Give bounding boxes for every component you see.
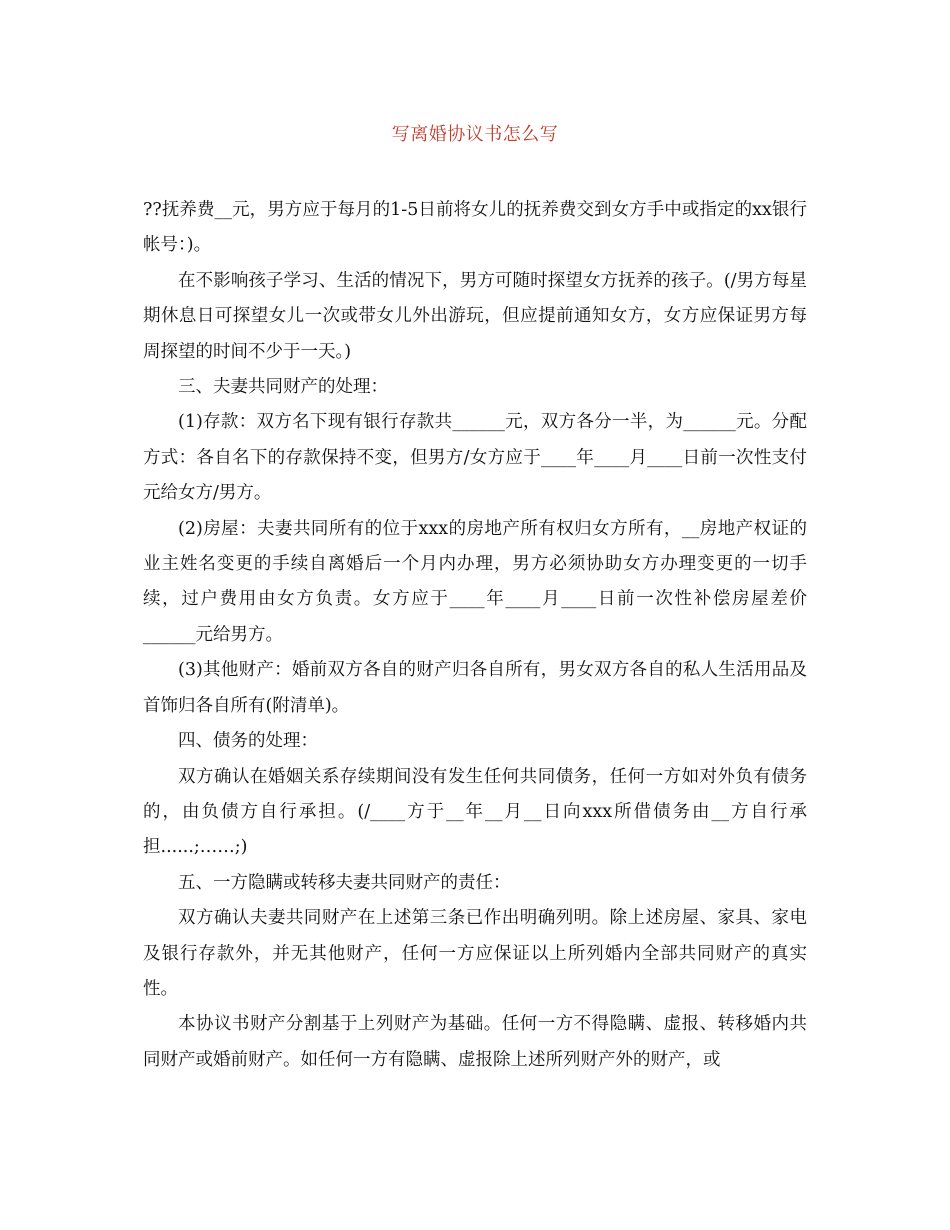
paragraph: 本协议书财产分割基于上列财产为基础。任何一方不得隐瞒、虚报、转移婚内共同财产或婚前财产。如任何一方有隐瞒、虚报除上述所列财产外的财产，或 [143,1014,807,1070]
section-heading: 三、夫妻共同财产的处理： [178,377,388,398]
document-body [143,193,807,1078]
paragraph: (3)其他财产：婚前双方各自的财产归各自所有，男女双方各自的私人生活用品及首饰归各自所有(附清单)。 [143,660,807,716]
paragraph: 双方确认夫妻共同财产在上述第三条已作出明确列明。除上述房屋、家具、家电及银行存款外，并无其他财产，任何一方应保证以上所列婚内全部共同财产的真实性。 [143,908,807,999]
document-title: 写离婚协议书怎么写 [391,124,559,145]
paragraph: (2)房屋：夫妻共同所有的位于xxx的房地产所有权归女方所有，__房地产权证的业主姓名变更的手续自离婚后一个月内办理，男方必须协助女方办理变更的一切手续，过户费用由女方负责。女方应于____年____月____日前一次性补偿房屋差价______元给男方。 [143,518,807,645]
section-heading: 五、一方隐瞒或转移夫妻共同财产的责任： [178,872,511,893]
paragraph: (1)存款：双方名下现有银行存款共______元，双方各分一半，为______元。分配方式：各自名下的存款保持不变，但男方/女方应于____年____月____日前一次性支付 元给女方/男方。 [143,412,807,504]
paragraph: ??抚养费__元，男方应于每月的1-5日前将女儿的抚养费交到女方手中或指定的xx银行帐号：)。 [143,200,807,256]
paragraph: 双方确认在婚姻关系存续期间没有发生任何共同债务，任何一方如对外负有债务的，由负债方自行承担。(/____方于__年__月__日向xxx所借债务由__方自行承担......;……;) [143,766,807,858]
paragraph: 在不影响孩子学习、生活的情况下，男方可随时探望女方抚养的孩子。(/男方每星期休息日可探望女儿一次或带女儿外出游玩，但应提前通知女方，女方应保证男方每周探望的时间不少于一天。) [143,270,807,362]
section-heading: 四、债务的处理： [178,731,318,752]
